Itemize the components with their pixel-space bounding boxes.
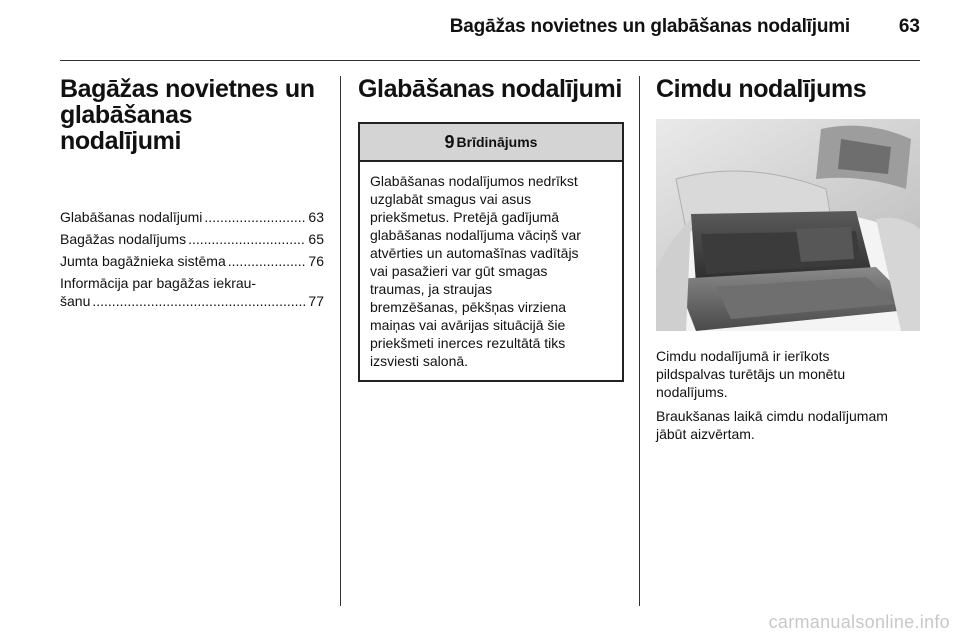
toc-entry[interactable] xyxy=(60,252,324,270)
page-header-title: Bagāžas novietnes un glabāšanas nodalījumi xyxy=(449,16,850,37)
warning-line: bremzēšanas, pēkšņas virziena xyxy=(370,299,567,315)
toc-entry-page: 77 xyxy=(308,293,324,309)
toc-entry[interactable] xyxy=(60,230,324,248)
paragraph-line: nodalījums. xyxy=(656,384,728,400)
toc-leader-dots xyxy=(204,208,306,226)
warning-line: izsviesti salonā. xyxy=(370,353,469,369)
chapter-heading xyxy=(60,76,324,154)
paragraph-line: Braukšanas laikā cimdu nodalījumam xyxy=(656,408,888,424)
page-number: 63 xyxy=(898,16,920,37)
warning-line: priekšmeti inerces rezultātā tiks xyxy=(370,335,566,351)
toc-entry-label: Glabāšanas nodalījumi xyxy=(60,209,203,225)
warning-line: traumas, ja straujas xyxy=(370,281,493,297)
warning-box xyxy=(358,122,624,382)
paragraph-glovebox-features xyxy=(656,347,922,401)
glovebox-photo xyxy=(656,119,920,331)
paragraph-line: pildspalvas turētājs un monētu xyxy=(656,366,846,382)
toc-leader-dots xyxy=(188,230,306,248)
column-divider-left xyxy=(340,76,341,606)
warning-line: Glabāšanas nodalījumos nedrīkst xyxy=(370,173,578,189)
toc-entry-label: Bagāžas nodalījums xyxy=(60,231,187,247)
toc-entry-page: 63 xyxy=(308,209,324,225)
warning-line: vai pasažieri var gūt smagas xyxy=(370,263,548,279)
paragraph-line: jābūt aizvērtam. xyxy=(656,426,755,442)
watermark: carmanualsonline.info xyxy=(768,612,950,632)
warning-title: Brīdinājums xyxy=(456,134,538,150)
toc-entry-page: 65 xyxy=(308,231,324,247)
warning-triangle-icon: 9 xyxy=(444,132,455,152)
section-heading: Glabāšanas nodalījumi xyxy=(358,75,622,103)
warning-line: uzglabāt smagus vai asus xyxy=(370,191,532,207)
warning-line: priekšmetus. Pretējā gadījumā xyxy=(370,209,560,225)
toc-leader-dots xyxy=(228,252,307,270)
chapter-heading-line: nodalījumi xyxy=(60,127,182,155)
column-divider-right xyxy=(639,76,640,606)
section-heading: Cimdu nodalījums xyxy=(656,75,867,103)
toc-entry-label: šanu xyxy=(60,293,91,309)
toc-entry-label: Jumta bagāžnieka sistēma xyxy=(60,253,226,269)
warning-line: glabāšanas nodalījuma vāciņš var xyxy=(370,227,581,243)
left-column xyxy=(60,76,324,314)
paragraph-glovebox-closed xyxy=(656,407,922,443)
warning-line: atvērties un automašīnas vadītājs xyxy=(370,245,579,261)
toc-entry-page: 76 xyxy=(308,253,324,269)
chapter-heading-line: glabāšanas xyxy=(60,101,193,129)
warning-text xyxy=(360,162,622,380)
warning-line: maiņas vai avārijas situācijā šie xyxy=(370,317,566,333)
table-of-contents xyxy=(60,208,324,310)
middle-column xyxy=(358,76,624,382)
warning-header xyxy=(360,124,622,162)
chapter-heading-line: Bagāžas novietnes un xyxy=(60,75,315,103)
toc-leader-dots xyxy=(92,292,306,310)
toc-entry[interactable] xyxy=(60,208,324,226)
toc-entry[interactable] xyxy=(60,274,324,310)
toc-entry-label-line1: Informācija par bagāžas iekrau- xyxy=(60,275,257,291)
right-column xyxy=(656,76,922,449)
paragraph-line: Cimdu nodalījumā ir ierīkots xyxy=(656,348,830,364)
header-divider xyxy=(60,60,920,61)
